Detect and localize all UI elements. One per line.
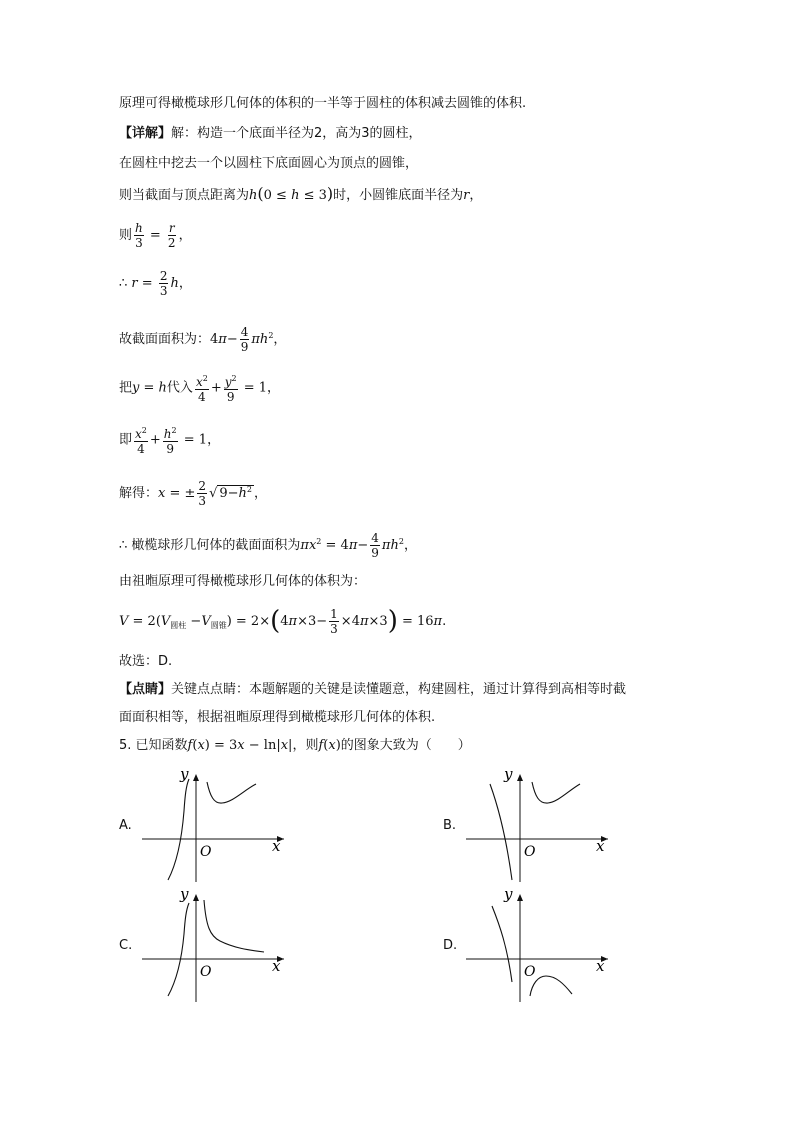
y-axis-arrow-icon <box>193 894 199 901</box>
text-line-4-a: 则当截面与顶点距离为 <box>119 188 250 203</box>
x-label: x <box>596 837 605 855</box>
curve-left <box>490 784 512 880</box>
y-label: y <box>180 886 189 903</box>
text-line-4: 则当截面与顶点距离为h(0 ≤ h ≤ 3)时，小圆锥底面半径为r， <box>119 184 483 203</box>
text-line-10-prefix: 解得： <box>119 486 159 501</box>
text-line-5-prefix: 则 <box>119 228 133 243</box>
option-d-label[interactable]: D. <box>443 938 458 953</box>
text-line-13: $V = 2(V_{圆柱} -V_{圆锥}) = 2\times(4\pi\times 3-$ $\frac{1}{3}$ ×4π×3) = 16π. <box>119 606 447 636</box>
text-line-8-b: 代入 <box>166 380 193 396</box>
detail-text: 解：构造一个底面半径为2，高为3的圆柱， <box>171 126 422 141</box>
tip-tag: 【点睛】 <box>119 682 172 697</box>
curve-right <box>532 782 580 803</box>
graph-a[interactable] <box>138 766 290 884</box>
y-axis-arrow-icon <box>517 774 523 781</box>
detail-tag: 【详解】 <box>119 126 172 141</box>
question-5-b: ，则 <box>292 738 319 753</box>
text-line-3: 在圆柱中挖去一个以圆柱下底面圆心为顶点的圆锥， <box>119 156 419 171</box>
text-line-6-prefix: ∴ <box>119 276 128 291</box>
text-line-8: 把y = h代入 $\frac{x^2}{4}$ + $\frac{y^2}{9}$ = 1， <box>119 374 281 404</box>
graph-d[interactable] <box>462 886 614 1004</box>
text-line-2 <box>119 126 422 142</box>
tip-text: 关键点点睛：本题解题的关键是读懂题意，构建圆柱，通过计算得到高相等时截 <box>171 682 627 697</box>
x-label: x <box>272 957 281 975</box>
y-label: y <box>180 766 189 783</box>
curve-right <box>207 782 256 803</box>
origin-label: O <box>200 844 212 860</box>
origin-label: O <box>200 964 212 980</box>
graph-b[interactable] <box>462 766 614 884</box>
text-line-5: 则 $\frac{h}{3}$ = $\frac{r}{2}$ ， <box>119 221 192 250</box>
option-a-label[interactable]: A. <box>119 818 132 833</box>
y-axis-arrow-icon <box>193 774 199 781</box>
text-line-14: 故选：D. <box>119 654 173 669</box>
text-line-16: 面面积相等，根据祖暅原理得到橄榄球形几何体的体积. <box>119 710 436 725</box>
question-5-a: 5. 已知函数 <box>119 738 188 753</box>
curve-left <box>168 903 189 996</box>
y-axis-arrow-icon <box>517 894 523 901</box>
text-line-6: ∴ r = $\frac{2}{3}$ h， <box>119 269 192 298</box>
text-line-9: 即 $\frac{x^2}{4}$ + $\frac{h^2}{9}$ = 1， <box>119 426 221 456</box>
graph-c[interactable] <box>138 886 290 1004</box>
text-line-15 <box>119 682 626 698</box>
text-line-7: 故截面面积为：4π− $\frac{4}{9}$ $\pi h^2$， <box>119 325 287 354</box>
subscript-cylinder: 圆柱 <box>170 621 187 630</box>
question-5-c: 的图象大致为（ ） <box>340 738 471 753</box>
option-b-label[interactable]: B. <box>443 818 457 833</box>
text-line-4-b: 时，小圆锥底面半径为 <box>333 188 464 203</box>
curve-right <box>530 976 572 996</box>
curve-left <box>492 906 512 982</box>
text-line-12: 由祖暅原理可得橄榄球形几何体的体积为： <box>119 574 367 589</box>
text-line-7-prefix: 故截面面积为： <box>119 332 211 347</box>
text-line-1: 原理可得橄榄球形几何体的体积的一半等于圆柱的体积减去圆锥的体积. <box>119 96 527 111</box>
x-label: x <box>596 957 605 975</box>
origin-label: O <box>524 964 536 980</box>
question-5: 5. 已知函数f(x) = 3x − ln|x|，则f(x)的图象大致为（ ） <box>119 738 471 753</box>
option-c-label[interactable]: C. <box>119 938 133 953</box>
curve-right <box>204 900 264 952</box>
text-line-11-prefix: ∴ 橄榄球形几何体的截面面积为 <box>119 538 301 553</box>
curve-left <box>168 779 189 880</box>
origin-label: O <box>524 844 536 860</box>
text-line-10: 解得：x = ± $\frac{2}{3}$ √ $9-h^2$ ， <box>119 479 268 508</box>
text-line-9-prefix: 即 <box>119 432 133 448</box>
formula-h-range: h <box>249 188 258 203</box>
x-label: x <box>272 837 281 855</box>
y-label: y <box>504 886 513 903</box>
subscript-cone: 圆锥 <box>210 621 227 630</box>
text-line-8-a: 把 <box>119 380 133 396</box>
y-label: y <box>504 766 513 783</box>
text-line-11: ∴ 橄榄球形几何体的截面面积为$\pi x^2 = 4\pi-$ $\frac{4}{9}$ $\pi h^2$， <box>119 531 417 560</box>
